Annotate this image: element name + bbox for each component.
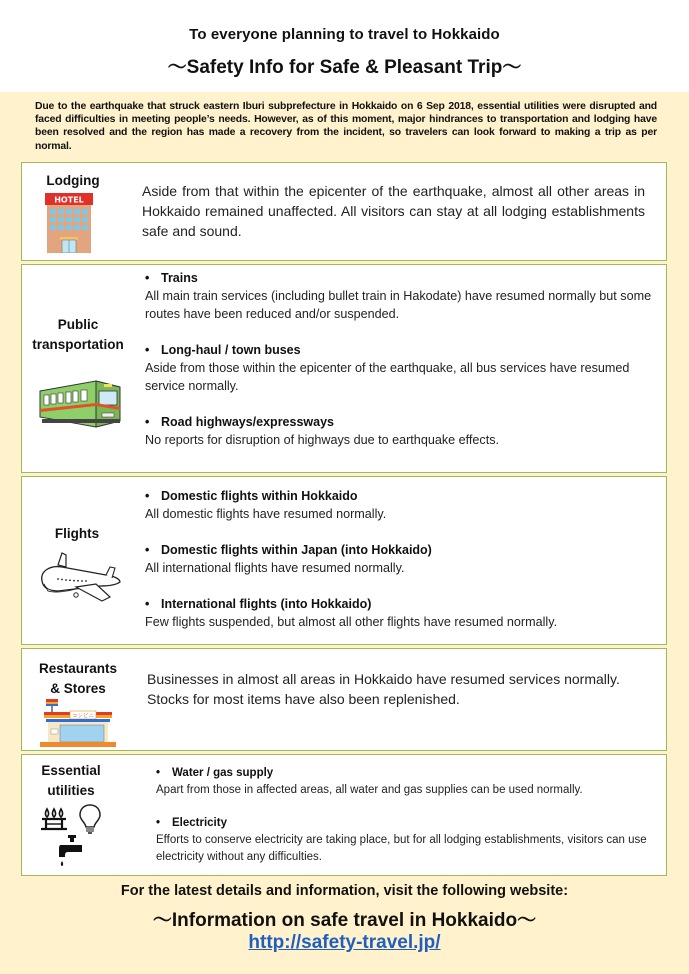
section-title: Flights — [54, 526, 100, 541]
item-heading: • Road highways/expressways — [145, 415, 334, 429]
page-header — [0, 0, 689, 92]
svg-text:コンビニ: コンビニ — [71, 713, 95, 720]
intro-paragraph: Due to the earthquake that struck eastern Iburi subprefecture in Hokkaido on 6 Sep 2018, essential utilities were disrupted and faced difficulties in meeting people’s needs. However, as of this moment, major hindrances to transportation and lodging have been resolved and the region has made a recovery from the incident, so travelers can look forward to making a trip as per normal. — [35, 101, 657, 152]
page-title: 〜Safety Info for Safe & Pleasant Trip〜 — [167, 57, 522, 78]
footer-note: For the latest details and information, visit the following website: — [120, 883, 569, 899]
section-lodging — [21, 162, 667, 261]
footer-title: 〜Information on safe travel in Hokkaido〜 — [152, 910, 537, 931]
section-title: Lodging — [46, 173, 100, 188]
item-text: Few flights suspended, but almost all other flights have resumed normally. — [145, 615, 558, 629]
header-subtitle: To everyone planning to travel to Hokkaido — [189, 26, 500, 43]
item-heading: • Electricity — [156, 817, 227, 829]
section-text: Aside from that within the epicenter of the earthquake, almost all other areas in Hokkaido remained unaffected. All visitors can stay at all lodging establishments safe and sound. — [142, 183, 645, 239]
item-text: Aside from those within the epicenter of the earthquake, all bus services have resumed service normally. — [145, 361, 630, 393]
item-heading: • Long-haul / town buses — [145, 343, 301, 357]
svg-text:HOTEL: HOTEL — [54, 195, 84, 205]
item-text: All domestic flights have resumed normally. — [145, 507, 387, 521]
item-text: No reports for disruption of highways due to earthquake effects. — [145, 433, 499, 447]
gas-stove-icon — [40, 807, 68, 836]
section-body — [145, 487, 655, 631]
item-text: All international flights have resumed normally. — [145, 561, 405, 575]
website-link[interactable]: http://safety-travel.jp/ — [248, 932, 441, 953]
section-restaurants-stores — [21, 648, 667, 751]
section-public-transportation — [21, 264, 667, 473]
section-body — [156, 765, 656, 866]
section-title: Essential utilities — [41, 763, 101, 798]
section-essential-utilities — [21, 754, 667, 876]
item-heading: • Water / gas supply — [156, 767, 274, 779]
section-text: Businesses in almost all areas in Hokkaido have resumed services normally. Stocks for most items have also been replenished. — [147, 671, 620, 707]
train-icon — [36, 373, 124, 436]
item-text: Efforts to conserve electricity are taking place, but for all lodging establishments, visitors can use electricity without any difficulties. — [156, 834, 647, 863]
item-text: All main train services (including bullet train in Hakodate) have resumed normally but some routes have been reduced and/or suspended. — [145, 289, 652, 321]
section-body — [145, 269, 655, 449]
convenience-store-icon — [40, 699, 116, 752]
section-title: Restaurants & Stores — [38, 661, 118, 696]
item-heading: • Domestic flights within Japan (into Hokkaido) — [145, 543, 432, 557]
item-heading: • Domestic flights within Hokkaido — [145, 489, 358, 503]
item-text: Apart from those in affected areas, all water and gas supplies can be used normally. — [156, 784, 583, 796]
item-heading: • Trains — [145, 271, 198, 285]
section-title: Public transportation — [32, 317, 124, 352]
item-heading: • International flights (into Hokkaido) — [145, 597, 372, 611]
section-flights — [21, 476, 667, 645]
water-faucet-icon — [56, 835, 86, 872]
airplane-icon — [36, 551, 124, 610]
hotel-icon — [43, 193, 95, 258]
footer-link-row — [0, 932, 689, 954]
